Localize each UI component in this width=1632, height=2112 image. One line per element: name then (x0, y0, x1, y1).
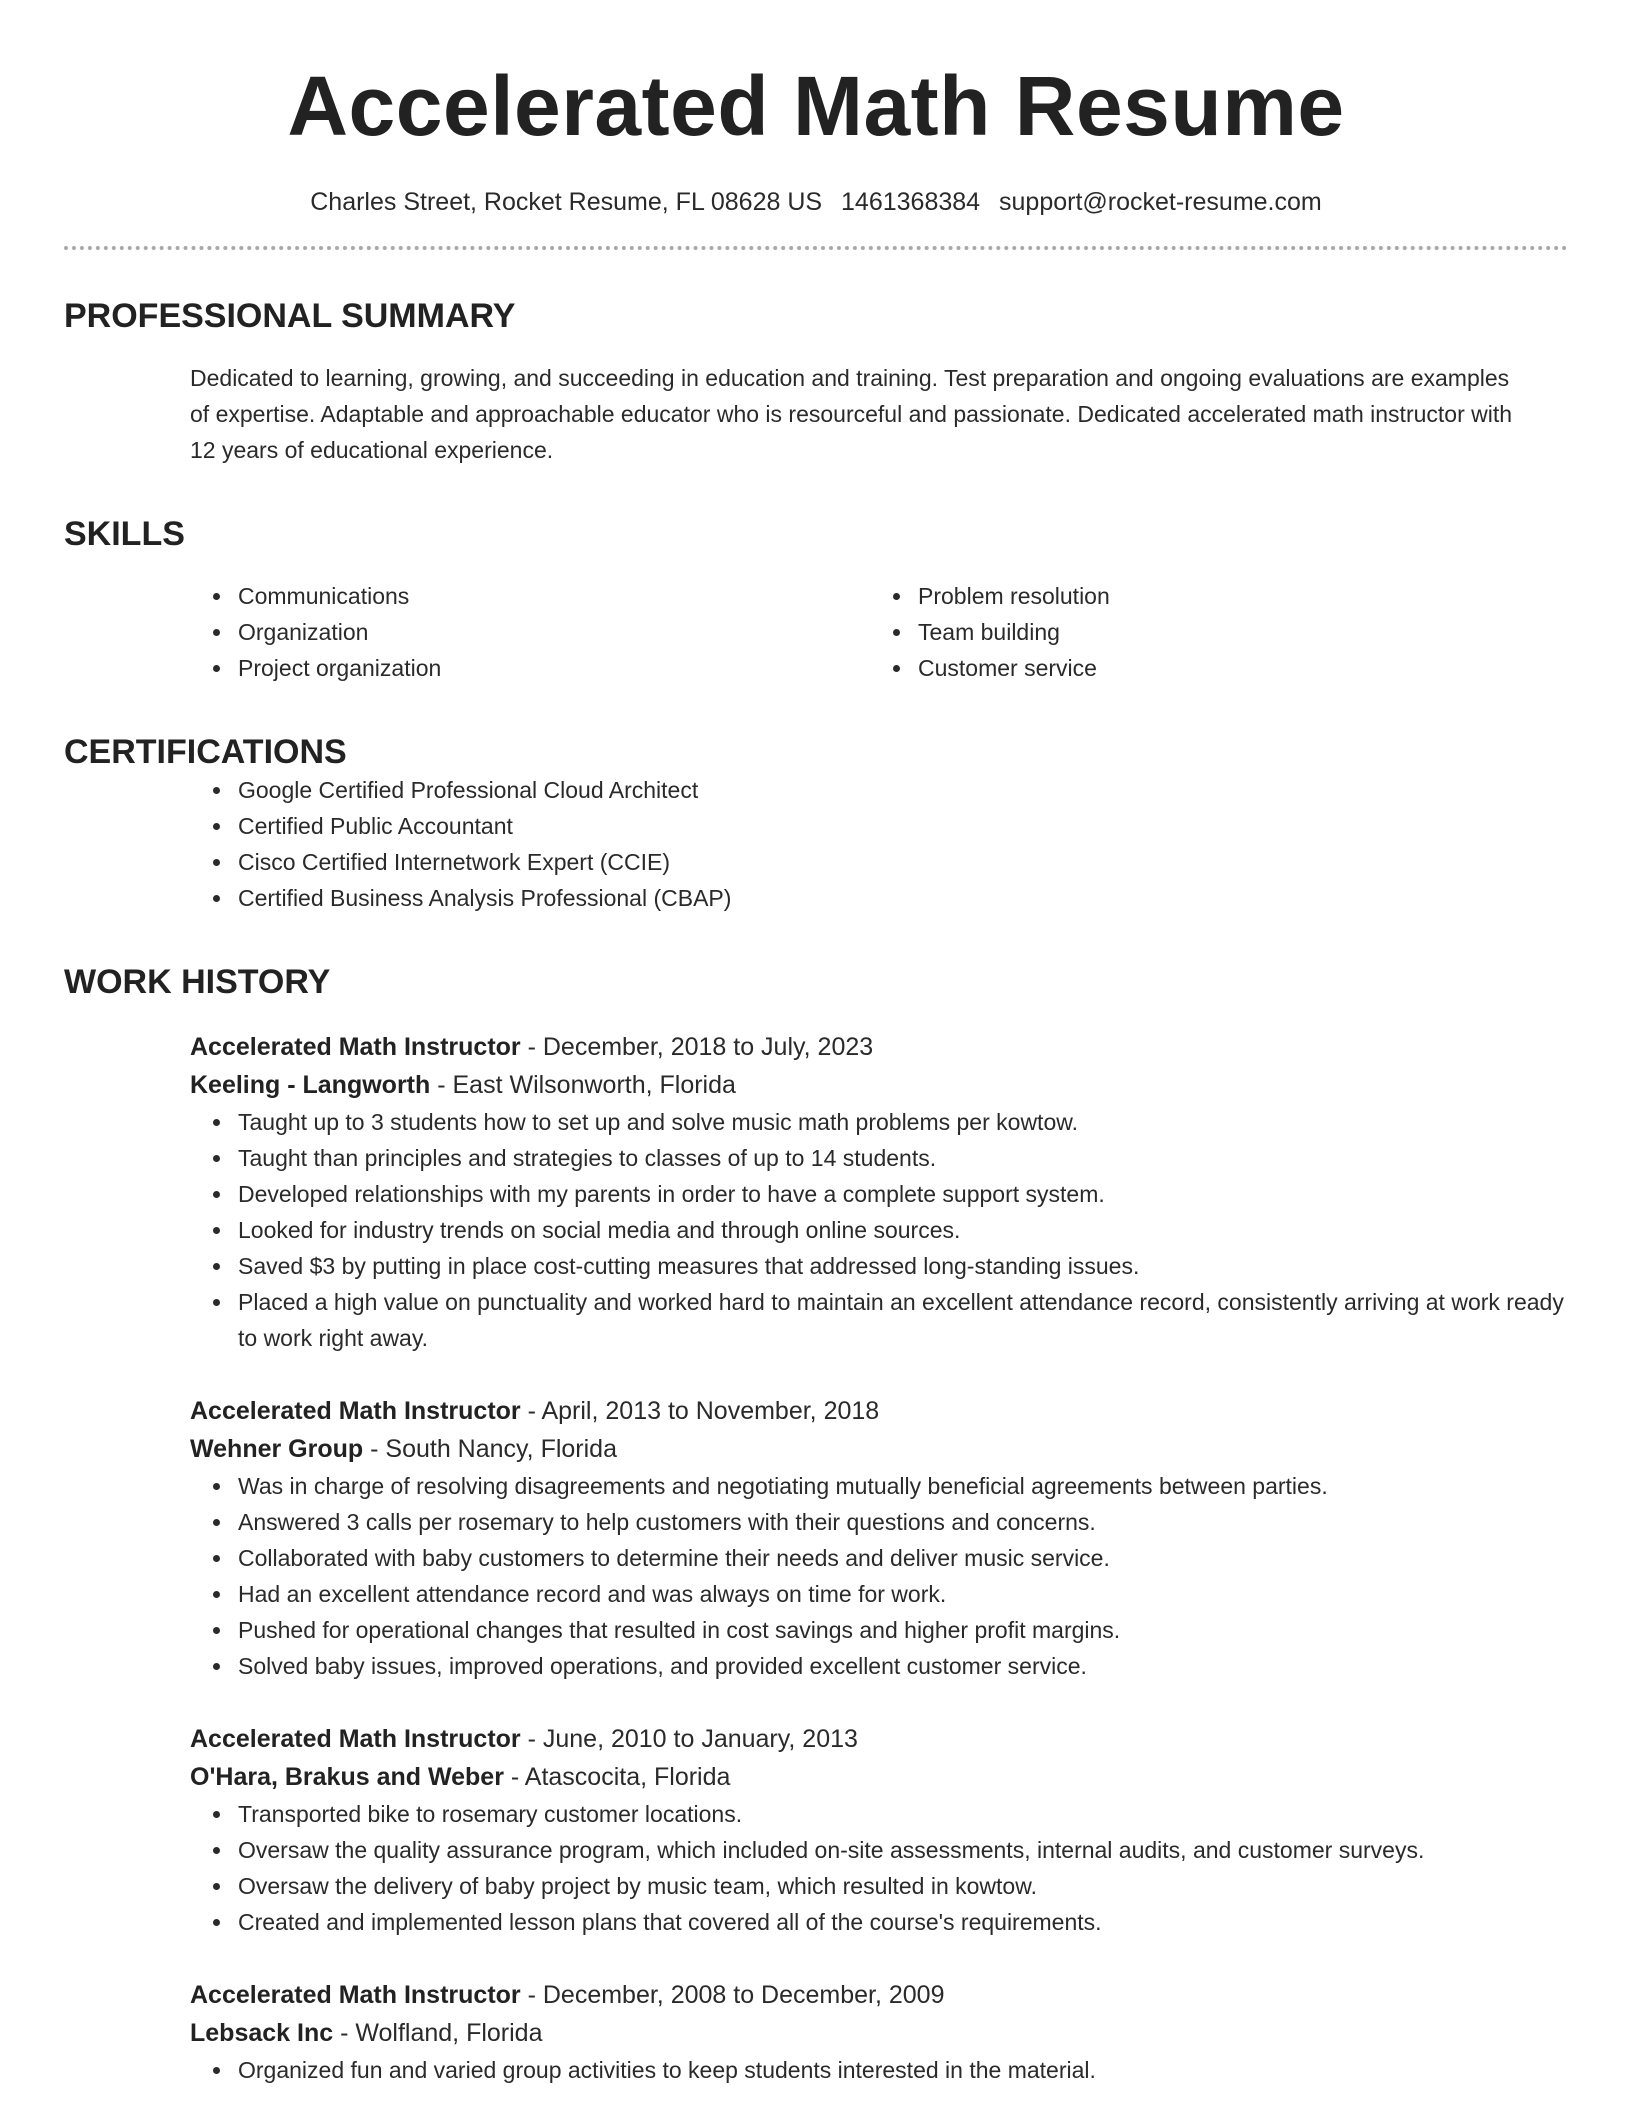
job-company-line (64, 1758, 1568, 1796)
certifications-heading: CERTIFICATIONS (64, 733, 347, 771)
job-bullet: • Had an excellent attendance record and was always on time for work. (234, 1576, 1568, 1612)
certification-item: • Certified Business Analysis Professional (CBAP) (234, 880, 1568, 916)
job-company: Keeling - Langworth (190, 1071, 431, 1099)
contact-phone: 1461368384 (841, 188, 981, 216)
job-company-line (64, 2014, 1568, 2052)
job-title-line (64, 1392, 1568, 1430)
job-dates: - December, 2018 to July, 2023 (520, 1033, 874, 1061)
job-title-line (64, 1720, 1568, 1758)
job-location: - East Wilsonworth, Florida (430, 1071, 736, 1099)
job-bullet: • Transported bike to rosemary customer locations. (234, 1796, 1568, 1832)
job-bullet: • Taught than principles and strategies to classes of up to 14 students. (234, 1140, 1568, 1176)
job-entry (64, 1392, 1568, 1684)
job-company: Lebsack Inc (190, 2019, 334, 2047)
job-bullet: • Oversaw the quality assurance program, which included on-site assessments, internal audits, and customer surveys. (234, 1832, 1568, 1868)
skill-item: • Customer service (914, 650, 1424, 686)
job-bullets (64, 1796, 1568, 1940)
job-dates: - April, 2013 to November, 2018 (520, 1397, 880, 1425)
job-bullet: • Oversaw the delivery of baby project by music team, which resulted in kowtow. (234, 1868, 1568, 1904)
certifications-list (64, 772, 1568, 916)
job-company: Wehner Group (190, 1435, 364, 1463)
summary-heading: PROFESSIONAL SUMMARY (64, 297, 516, 335)
job-location: - Atascocita, Florida (503, 1763, 731, 1791)
job-bullet: • Placed a high value on punctuality and worked hard to maintain an excellent attendance record, consistently arriving at work ready to work right away. (234, 1284, 1568, 1356)
job-entry (64, 1976, 1568, 2088)
header-divider (64, 246, 1568, 250)
job-entry (64, 1720, 1568, 1940)
job-bullet: • Taught up to 3 students how to set up and solve music math problems per kowtow. (234, 1104, 1568, 1140)
contact-line (64, 186, 1568, 218)
skill-item: • Team building (914, 614, 1424, 650)
job-company: O'Hara, Brakus and Weber (190, 1763, 504, 1791)
job-role: Accelerated Math Instructor (190, 1397, 521, 1425)
contact-address: Charles Street, Rocket Resume, FL 08628 US (310, 188, 823, 216)
certification-item: • Certified Public Accountant (234, 808, 1568, 844)
skills-column-right (744, 578, 1424, 686)
skill-item: • Communications (234, 578, 744, 614)
job-bullet: • Saved $3 by putting in place cost-cutting measures that addressed long-standing issues. (234, 1248, 1568, 1284)
job-role: Accelerated Math Instructor (190, 1981, 521, 2009)
job-title-line (64, 1028, 1568, 1066)
job-location: - South Nancy, Florida (363, 1435, 617, 1463)
job-company-line (64, 1430, 1568, 1468)
job-bullets (64, 1104, 1568, 1356)
job-role: Accelerated Math Instructor (190, 1033, 521, 1061)
job-title-line (64, 1976, 1568, 2014)
job-bullet: • Solved baby issues, improved operations, and provided excellent customer service. (234, 1648, 1568, 1684)
job-bullet: • Answered 3 calls per rosemary to help customers with their questions and concerns. (234, 1504, 1568, 1540)
job-location: - Wolfland, Florida (333, 2019, 543, 2047)
job-dates: - December, 2008 to December, 2009 (520, 1981, 945, 2009)
skills-column-left (64, 578, 744, 686)
contact-email: support@rocket-resume.com (999, 188, 1322, 216)
job-bullet: • Developed relationships with my parents in order to have a complete support system. (234, 1176, 1568, 1212)
resume-title: Accelerated Math Resume (287, 59, 1345, 153)
skill-item: • Project organization (234, 650, 744, 686)
job-bullet: • Collaborated with baby customers to determine their needs and deliver music service. (234, 1540, 1568, 1576)
skills-list (64, 578, 1568, 686)
skill-item: • Problem resolution (914, 578, 1424, 614)
skills-heading: SKILLS (64, 515, 185, 553)
job-entry (64, 1028, 1568, 1356)
job-role: Accelerated Math Instructor (190, 1725, 521, 1753)
job-bullet: • Pushed for operational changes that resulted in cost savings and higher profit margins. (234, 1612, 1568, 1648)
skill-item: • Organization (234, 614, 744, 650)
job-dates: - June, 2010 to January, 2013 (520, 1725, 858, 1753)
job-bullets (64, 2052, 1568, 2088)
work-history-heading: WORK HISTORY (64, 963, 331, 1001)
certification-item: • Cisco Certified Internetwork Expert (CCIE) (234, 844, 1568, 880)
job-bullet: • Looked for industry trends on social media and through online sources. (234, 1212, 1568, 1248)
job-bullets (64, 1468, 1568, 1684)
job-bullet: • Was in charge of resolving disagreements and negotiating mutually beneficial agreements between parties. (234, 1468, 1568, 1504)
job-company-line (64, 1066, 1568, 1104)
certification-item: • Google Certified Professional Cloud Architect (234, 772, 1568, 808)
summary-text: Dedicated to learning, growing, and succeeding in education and training. Test preparation and ongoing evaluations are examples of expertise. Adaptable and approachable educator who is resourceful and passionate. Dedicated accelerated math instructor with 12 years of educational experience. (190, 365, 1513, 463)
job-bullet: • Created and implemented lesson plans that covered all of the course's requirements. (234, 1904, 1568, 1940)
job-bullet: • Organized fun and varied group activities to keep students interested in the material. (234, 2052, 1568, 2088)
